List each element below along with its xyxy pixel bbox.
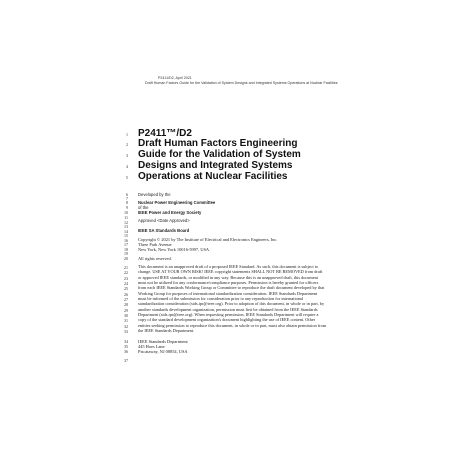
copyright-line: Copyright © 2021 by The Institute of Electrical and Electronics Engineers, Inc. — [138, 237, 278, 242]
committee-name: Nuclear Power Engineering Committee — [138, 200, 216, 205]
line-number: 35 — [124, 344, 128, 349]
notice-line: or approved IEEE standards, or modified in any way. Because this is an unapproved draft, this document — [138, 274, 319, 280]
line-number: 6 — [126, 192, 128, 197]
copyright-address: New York, New York 10016-5997, USA — [138, 247, 210, 252]
title-line: Draft Human Factors Engineering — [138, 138, 298, 149]
line-number: 11 — [124, 215, 128, 220]
line-number: 20 — [124, 256, 128, 261]
line-number: 26 — [124, 292, 128, 297]
title-line: Designs and Integrated Systems — [138, 160, 293, 171]
notice-line: standardization consideration (stds.ipr@ieee.org). Prior to adoption of this document, in whole or in part, by — [138, 301, 325, 307]
line-number: 30 — [124, 313, 128, 318]
notice-line: change. USE AT YOUR OWN RISK! IEEE copyright statements SHALL NOT BE REMOVED from draft — [138, 269, 323, 275]
line-number: 4 — [126, 164, 128, 169]
notice-line: copy of the standard development organization's document highlighting the use of IEEE content. Other — [138, 317, 316, 323]
line-number: 2 — [126, 142, 128, 147]
line-number: 32 — [124, 324, 128, 329]
running-header-draft-id: P2411/D2, April 2021 — [158, 76, 192, 80]
society-name: IEEE Power and Energy Society — [138, 210, 202, 215]
line-number: 19 — [124, 251, 128, 256]
line-number: 12 — [124, 220, 128, 225]
line-number: 3 — [126, 153, 128, 158]
department-name: IEEE Standards Department — [138, 339, 188, 344]
line-number: 7 — [126, 196, 128, 201]
line-number: 13 — [124, 224, 128, 229]
line-number: 21 — [124, 265, 128, 270]
notice-line: must not be utilized for any conformance/compliance purposes. Permission is hereby granted for officers — [138, 280, 319, 286]
notice-line: from each IEEE Standards Working Group or Committee to reproduce the draft document developed by that — [138, 285, 325, 291]
line-number: 27 — [124, 297, 128, 302]
line-number: 16 — [124, 238, 128, 243]
line-number: 34 — [124, 339, 128, 344]
line-number: 17 — [124, 242, 128, 247]
line-number: 8 — [126, 200, 128, 205]
standards-board: IEEE SA Standards Board — [138, 228, 190, 233]
line-number: 15 — [124, 233, 128, 238]
line-number: 18 — [124, 247, 128, 252]
city-address: Piscataway, NJ 08854, USA — [138, 349, 188, 354]
line-number: 36 — [124, 349, 128, 354]
line-number: 31 — [124, 318, 128, 323]
line-number: 29 — [124, 308, 128, 313]
notice-line: another standards development organization, permission must first be obtained from the IEEE Standards — [138, 306, 318, 312]
developed-by-text: Developed by the — [138, 192, 171, 197]
line-number: 10 — [124, 210, 128, 215]
of-the-text: of the — [138, 205, 149, 210]
line-number: 22 — [124, 270, 128, 275]
notice-line: Working Group for purposes of international standardization consideration. IEEE Standards Department — [138, 290, 318, 296]
copyright-address: Three Park Avenue — [138, 242, 172, 247]
title-line: Guide for the Validation of System — [138, 149, 301, 160]
approval-date: Approved <Date Approved> — [138, 218, 190, 223]
notice-line: This document is an unapproved draft of a proposed IEEE Standard. As such, this document is subject to — [138, 264, 319, 269]
notice-line: the IEEE Standards Department. — [138, 328, 195, 334]
line-number: 9 — [126, 205, 128, 210]
running-header-title: Draft Human Factors Guide for the Validation of System Designs and Integrated Systems Operations at Nuclear Facilities — [145, 81, 338, 85]
line-number: 24 — [124, 281, 128, 286]
notice-line: entities seeking permission to reproduce this document, in whole or in part, must also obtain permission from — [138, 322, 327, 328]
notice-line: must be informed of the submission for consideration prior to any reproduction for international — [138, 296, 304, 302]
line-number: 33 — [124, 329, 128, 334]
rights-reserved: All rights reserved. — [138, 256, 172, 261]
document-id-title: P2411™/D2 — [138, 128, 192, 139]
street-address: 445 Hoes Lane — [138, 344, 165, 349]
line-number: 5 — [126, 175, 128, 180]
line-number: 23 — [124, 276, 128, 281]
line-number: 14 — [124, 229, 128, 234]
line-number: 1 — [126, 132, 128, 137]
notice-line: Department (stds.ipr@ieee.org). When requesting permission, IEEE Standards Department will require a — [138, 312, 319, 318]
draft-notice-paragraph — [138, 264, 336, 333]
title-line: Operations at Nuclear Facilities — [138, 171, 288, 182]
line-number: 28 — [124, 302, 128, 307]
line-number: 37 — [124, 358, 128, 363]
line-number: 25 — [124, 286, 128, 291]
